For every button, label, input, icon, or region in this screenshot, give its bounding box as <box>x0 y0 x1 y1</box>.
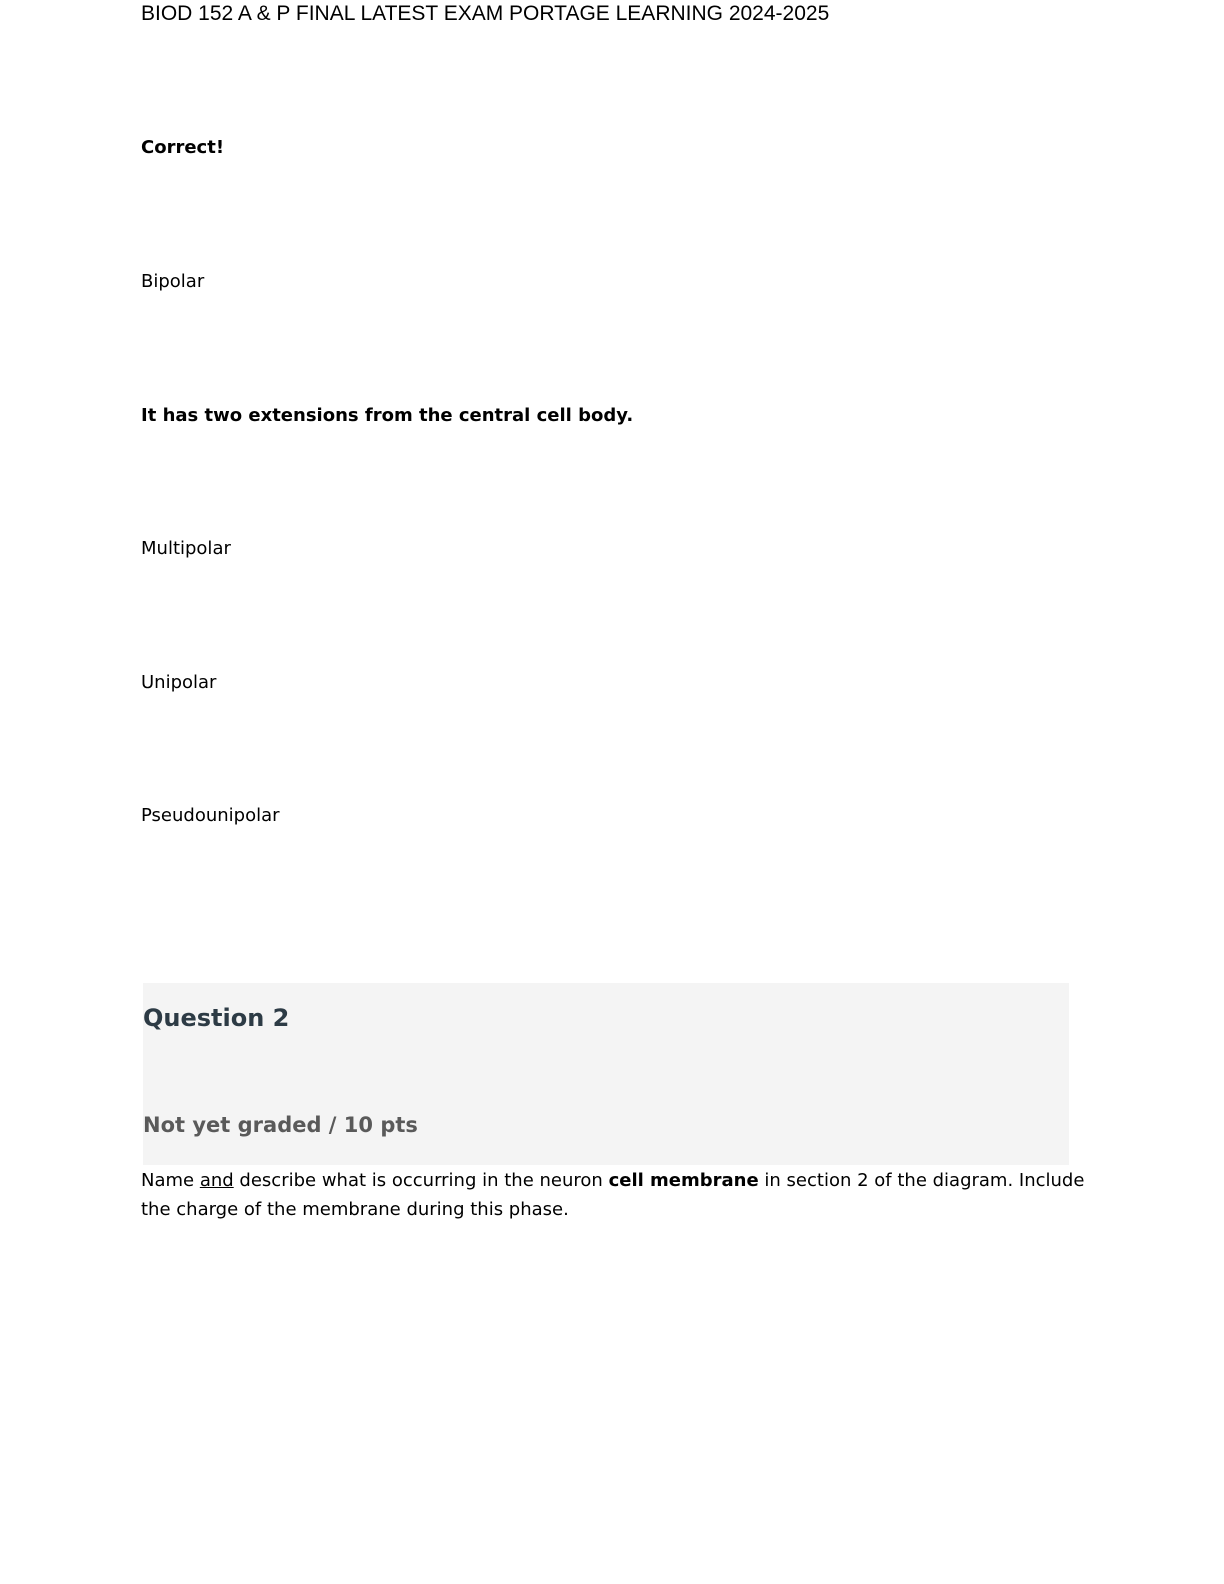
feedback-correct: Correct! <box>141 137 225 158</box>
prompt-text-1: Name <box>141 1170 200 1191</box>
prompt-text-3: in section 2 of the diagram. Include the charge of the membrane during this phase. <box>141 1170 1085 1220</box>
prompt-text-2: describe what is occurring in the neuron <box>233 1170 609 1191</box>
question-prompt <box>141 1166 1091 1224</box>
option-pseudounipolar: Pseudounipolar <box>141 805 280 826</box>
prompt-underlined-and: and <box>199 1170 234 1191</box>
question-grade-status: Not yet graded / 10 pts <box>143 1113 418 1137</box>
question-header-box <box>143 983 1069 1165</box>
option-explanation: It has two extensions from the central cell body. <box>141 405 634 426</box>
option-bipolar: Bipolar <box>141 271 205 292</box>
option-multipolar: Multipolar <box>141 538 231 559</box>
question-title: Question 2 <box>143 1004 290 1032</box>
option-unipolar: Unipolar <box>141 672 217 693</box>
prompt-bold-cell-membrane: cell membrane <box>608 1170 759 1191</box>
document-header: BIOD 152 A & P FINAL LATEST EXAM PORTAGE LEARNING 2024-2025 <box>141 2 830 25</box>
